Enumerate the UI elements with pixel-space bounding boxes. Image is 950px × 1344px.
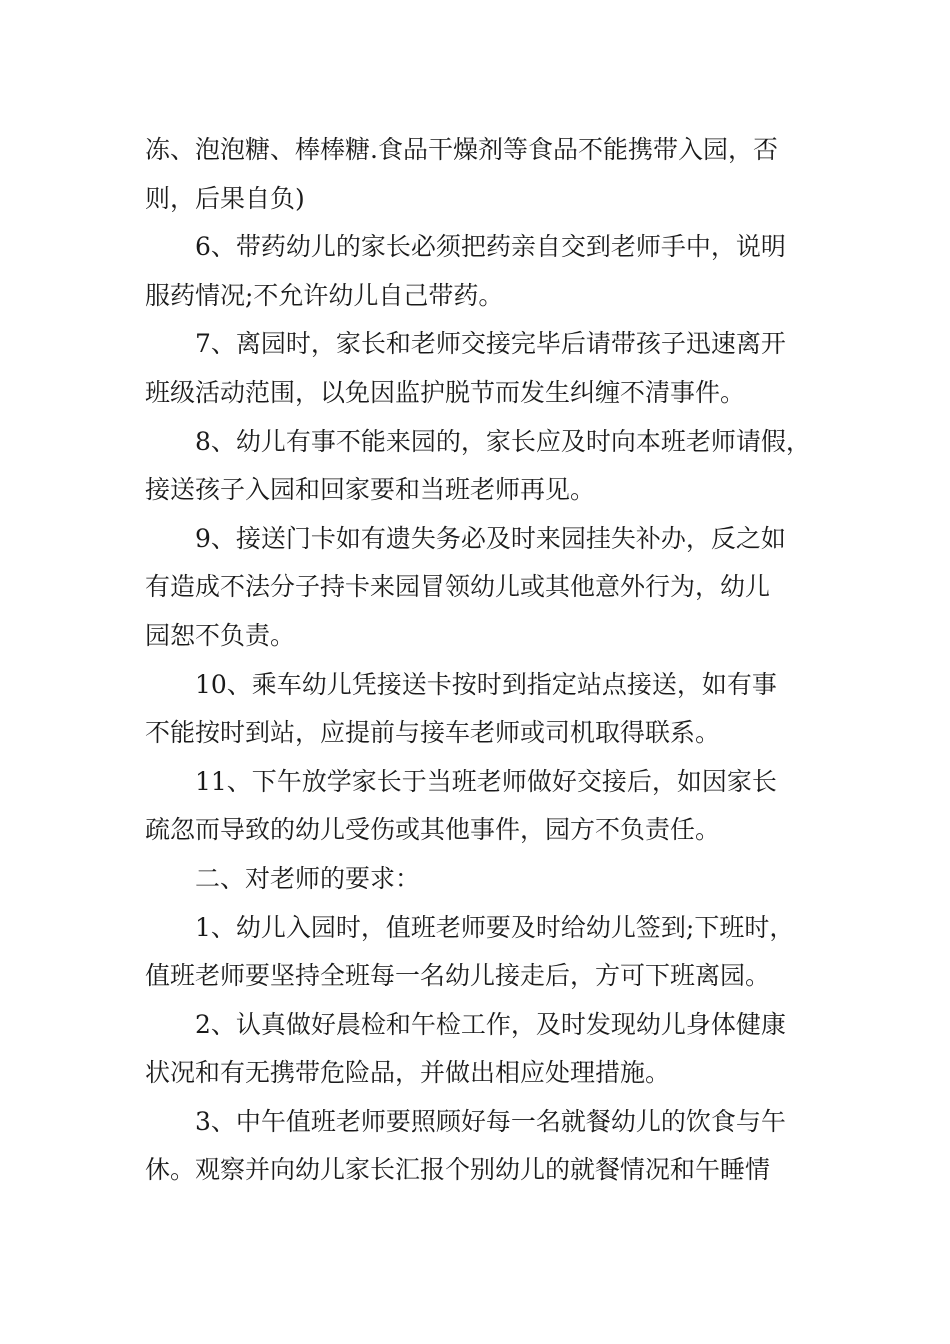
text-line: 不能按时到站，应提前与接车老师或司机取得联系。 [145, 718, 721, 748]
text-line: 二、对老师的要求： [195, 863, 421, 893]
document-body [145, 126, 835, 1195]
text-line: 有造成不法分子持卡来园冒领幼儿或其他意外行为，幼儿 [145, 572, 771, 602]
text-line: 1、幼儿入园时，值班老师要及时给幼儿签到;下班时， [195, 912, 795, 942]
text-line: 疏忽而导致的幼儿受伤或其他事件，园方不负责任。 [145, 815, 721, 845]
text-line: 状况和有无携带危险品，并做出相应处理措施。 [145, 1058, 671, 1088]
text-line: 接送孩子入园和回家要和当班老师再见。 [145, 475, 596, 505]
text-line: 2、认真做好晨检和午检工作，及时发现幼儿身体健康 [195, 1009, 786, 1039]
text-line: 值班老师要坚持全班每一名幼儿接走后，方可下班离园。 [145, 961, 771, 991]
text-line: 则，后果自负) [145, 183, 305, 213]
text-line: 11、下午放学家长于当班老师做好交接后，如因家长 [195, 766, 777, 796]
text-line: 6、带药幼儿的家长必须把药亲自交到老师手中，说明 [195, 232, 786, 262]
text-line: 10、乘车幼儿凭接送卡按时到指定站点接送，如有事 [195, 669, 777, 699]
text-line: 7、离园时，家长和老师交接完毕后请带孩子迅速离开 [195, 329, 786, 359]
text-line: 班级活动范围，以免因监护脱节而发生纠缠不清事件。 [145, 377, 746, 407]
text-line: 3、中午值班老师要照顾好每一名就餐幼儿的饮食与午 [195, 1106, 786, 1136]
text-line: 8、幼儿有事不能来园的，家长应及时向本班老师请假， [195, 426, 811, 456]
text-line: 9、接送门卡如有遗失务必及时来园挂失补办，反之如 [195, 523, 786, 553]
text-line: 休。观察并向幼儿家长汇报个别幼儿的就餐情况和午睡情 [145, 1155, 771, 1185]
text-line: 冻、泡泡糖、棒棒糖.食品干燥剂等食品不能携带入园，否 [145, 135, 778, 164]
text-line: 园恕不负责。 [145, 620, 296, 650]
text-line: 服药情况;不允许幼儿自己带药。 [145, 280, 504, 310]
